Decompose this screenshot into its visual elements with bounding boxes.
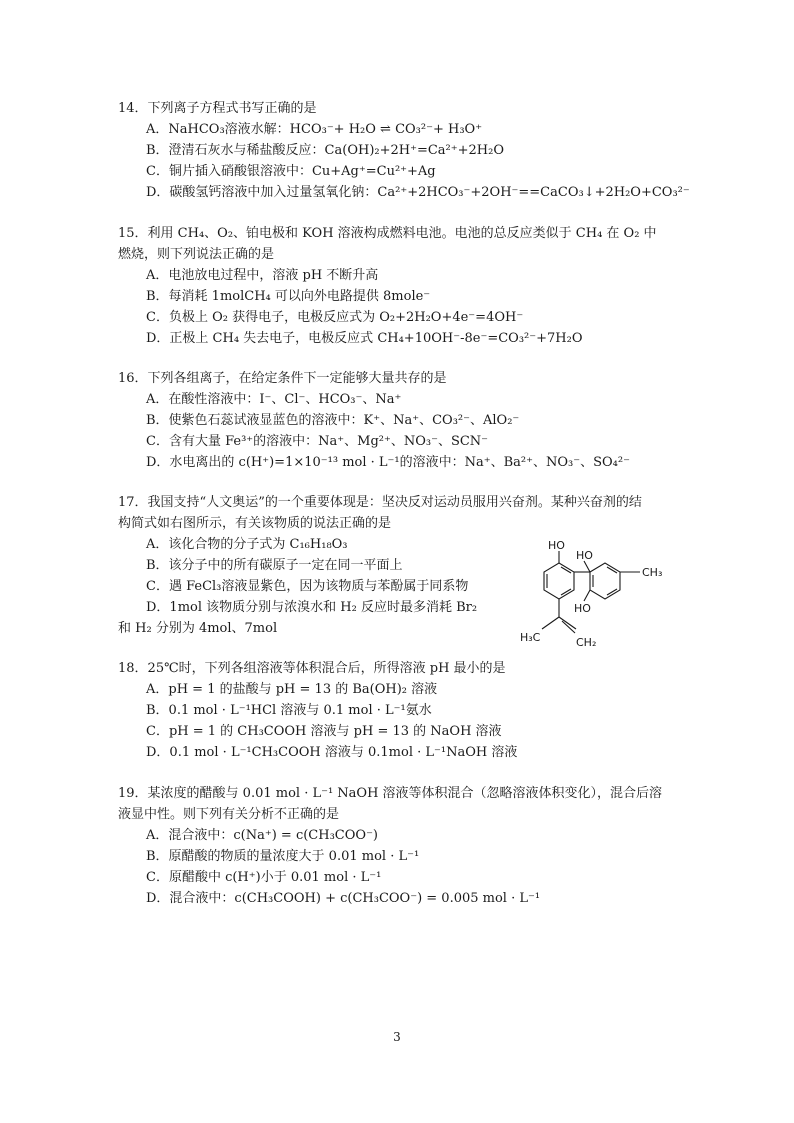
- hydroxyl-label: HO: [576, 549, 593, 562]
- option-c: C．含有大量 Fe³⁺的溶液中：Na⁺、Mg²⁺、NO₃⁻、SCN⁻: [146, 434, 489, 449]
- question-stem: 18．25℃时，下列各组溶液等体积混合后，所得溶液 pH 最小的是: [118, 661, 506, 676]
- option-a: A．pH = 1 的盐酸与 pH = 13 的 Ba(OH)₂ 溶液: [146, 682, 438, 697]
- option-b: B．使紫色石蕊试液显蓝色的溶液中：K⁺、Na⁺、CO₃²⁻、AlO₂⁻: [146, 413, 520, 428]
- option-a: A．混合液中：c(Na⁺) = c(CH₃COO⁻): [146, 828, 379, 843]
- question-stem-continued: 液显中性。则下列有关分析不正确的是: [118, 807, 340, 822]
- option-a: A．该化合物的分子式为 C₁₆H₁₈O₃: [146, 537, 348, 552]
- page-number: 3: [393, 1030, 401, 1044]
- question-stem-continued: 燃烧，则下列说法正确的是: [118, 247, 275, 262]
- question-stem: 15．利用 CH₄、O₂、铂电极和 KOH 溶液构成燃料电池。电池的总反应类似于 CH₄ 在 O₂ 中: [118, 226, 657, 241]
- option-c: C．原醋酸中 c(H⁺)小于 0.01 mol · L⁻¹: [146, 870, 382, 885]
- methyl-label: H₃C: [520, 631, 541, 644]
- option-b: B．0.1 mol · L⁻¹HCl 溶液与 0.1 mol · L⁻¹氨水: [146, 703, 432, 718]
- hydroxyl-label: HO: [574, 602, 591, 615]
- question-stem: 16．下列各组离子，在给定条件下一定能够大量共存的是: [118, 371, 447, 386]
- methyl-label: CH₃: [642, 566, 663, 579]
- option-d-continued: 和 H₂ 分别为 4mol、7mol: [118, 621, 278, 636]
- option-c: C．pH = 1 的 CH₃COOH 溶液与 pH = 13 的 NaOH 溶液: [146, 724, 502, 739]
- question-18: [118, 658, 517, 763]
- option-b: B．每消耗 1molCH₄ 可以向外电路提供 8mole⁻: [146, 289, 431, 304]
- option-a: A．电池放电过程中，溶液 pH 不断升高: [146, 268, 379, 283]
- option-c: C．负极上 O₂ 获得电子，电极反应式为 O₂+2H₂O+4e⁻=4OH⁻: [146, 310, 524, 325]
- option-b: B．澄清石灰水与稀盐酸反应：Ca(OH)₂+2H⁺=Ca²⁺+2H₂O: [146, 143, 504, 158]
- left-benzene-ring: [544, 563, 574, 599]
- question-19: [118, 783, 662, 909]
- methylene-label: CH₂: [576, 636, 597, 649]
- option-b: B．原醋酸的物质的量浓度大于 0.01 mol · L⁻¹: [146, 849, 420, 864]
- option-c: C．遇 FeCl₃溶液显紫色，因为该物质与苯酚属于同系物: [146, 579, 469, 594]
- question-stem: 17．我国支持“人文奥运”的一个重要体现是：坚决反对运动员服用兴奋剂。某种兴奋剂的结: [118, 495, 642, 510]
- option-d: D．正极上 CH₄ 失去电子，电极反应式 CH₄+10OH⁻-8e⁻=CO₃²⁻+7H₂O: [146, 331, 583, 346]
- option-d: D．0.1 mol · L⁻¹CH₃COOH 溶液与 0.1mol · L⁻¹NaOH 溶液: [146, 745, 518, 760]
- option-d: D．水电离出的 c(H⁺)=1×10⁻¹³ mol · L⁻¹的溶液中：Na⁺、Ba²⁺、NO₃⁻、SO₄²⁻: [146, 455, 630, 470]
- right-benzene-ring: [590, 563, 620, 599]
- option-d: D．混合液中：c(CH₃COOH) + c(CH₃COO⁻) = 0.005 mol · L⁻¹: [146, 891, 541, 906]
- option-a: A．在酸性溶液中：I⁻、Cl⁻、HCO₃⁻、Na⁺: [146, 392, 402, 407]
- option-c: C．铜片插入硝酸银溶液中：Cu+Ag⁺=Cu²⁺+Ag: [146, 164, 436, 179]
- hydroxyl-label: HO: [548, 539, 565, 552]
- question-stem: 19．某浓度的醋酸与 0.01 mol · L⁻¹ NaOH 溶液等体积混合（忽略溶液体积变化），混合后溶: [118, 786, 663, 801]
- question-16: [118, 368, 630, 473]
- structural-formula: [512, 537, 690, 651]
- question-stem-continued: 构简式如右图所示，有关该物质的说法正确的是: [118, 516, 392, 531]
- option-a: A．NaHCO₃溶液水解：HCO₃⁻+ H₂O ⇌ CO₃²⁻+ H₃O⁺: [146, 122, 483, 137]
- option-d: D．1mol 该物质分别与浓溴水和 H₂ 反应时最多消耗 Br₂: [146, 600, 478, 615]
- question-14: [118, 98, 690, 203]
- option-b: B．该分子中的所有碳原子一定在同一平面上: [146, 558, 403, 573]
- option-d: D．碳酸氢钙溶液中加入过量氢氧化钠：Ca²⁺+2HCO₃⁻+2OH⁻==CaCO₃↓+2H₂O+CO₃²⁻: [146, 185, 690, 200]
- question-15: [118, 223, 657, 349]
- question-stem: 14．下列离子方程式书写正确的是: [118, 101, 317, 116]
